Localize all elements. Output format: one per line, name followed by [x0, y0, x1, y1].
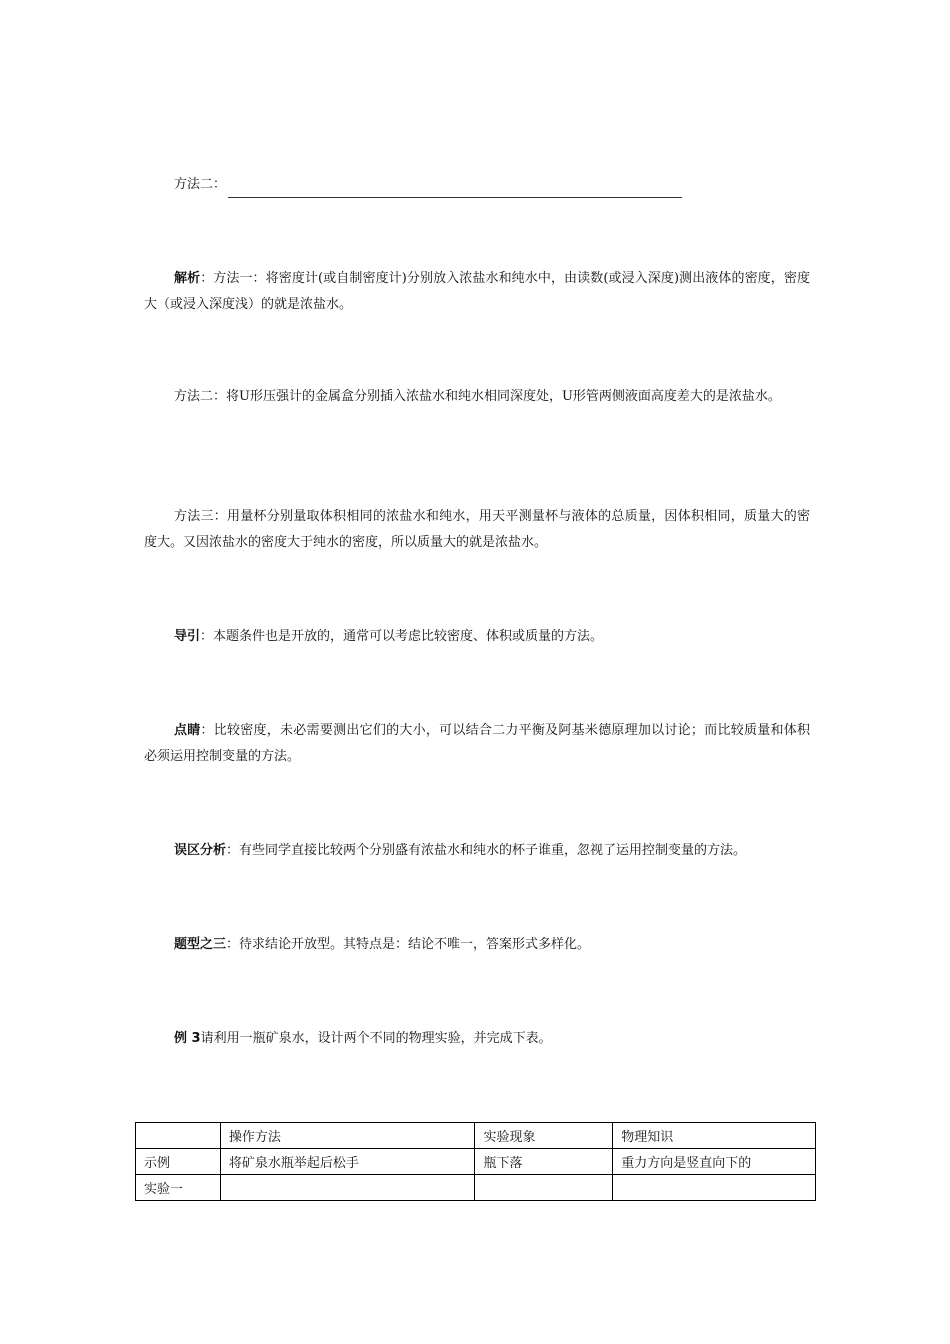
- misconception-paragraph: [144, 838, 810, 864]
- table-cell: 瓶下落: [475, 1149, 613, 1175]
- table-cell: 示例: [136, 1149, 221, 1175]
- key-point-paragraph: [144, 718, 810, 770]
- analysis-colon: ：: [200, 271, 214, 286]
- analysis-label: 解析: [174, 271, 201, 286]
- question-type-paragraph: [144, 932, 810, 958]
- misconception-text: 有些同学直接比较两个分别盛有浓盐水和纯水的杯子谁重，忽视了运用控制变量的方法。: [239, 843, 747, 858]
- table-cell: 将矿泉水瓶举起后松手: [220, 1149, 475, 1175]
- table-cell: [475, 1175, 613, 1201]
- question-type-text: 待求结论开放型。其特点是：结论不唯一，答案形式多样化。: [239, 937, 591, 952]
- method-two-paragraph: [144, 384, 810, 410]
- misconception-colon: ：: [226, 843, 240, 858]
- guide-paragraph: [144, 624, 810, 650]
- table-header-cell: [136, 1123, 221, 1149]
- guide-colon: ：: [200, 629, 214, 644]
- table-header-cell: 实验现象: [475, 1123, 613, 1149]
- analysis-text: 方法一：将密度计(或自制密度计)分别放入浓盐水和纯水中，由读数(或浸入深度)测出液体的密度，密度大（或浸入深度浅）的就是浓盐水。: [144, 271, 810, 312]
- example-paragraph: [144, 1026, 810, 1052]
- method-three-paragraph: [144, 504, 810, 556]
- table-cell: 实验一: [136, 1175, 221, 1201]
- table-cell: [220, 1175, 475, 1201]
- guide-label: 导引: [174, 629, 201, 644]
- method-two-prompt-label: 方法二：: [174, 177, 227, 192]
- question-type-colon: ：: [226, 937, 240, 952]
- question-type-label: 题型之三: [174, 937, 227, 952]
- guide-text: 本题条件也是开放的，通常可以考虑比较密度、体积或质量的方法。: [213, 629, 604, 644]
- key-point-text: 比较密度，未必需要测出它们的大小，可以结合二力平衡及阿基米德原理加以讨论；而比较质量和体积必须运用控制变量的方法。: [144, 723, 810, 764]
- table-header-row: [136, 1123, 816, 1149]
- table-header-cell: 物理知识: [613, 1123, 816, 1149]
- answer-blank-line: [228, 180, 682, 198]
- example-text: 请利用一瓶矿泉水，设计两个不同的物理实验，并完成下表。: [200, 1031, 552, 1046]
- table-cell: [613, 1175, 816, 1201]
- misconception-label: 误区分析: [174, 843, 227, 858]
- method-two-text: 方法二：将U形压强计的金属盒分别插入浓盐水和纯水相同深度处，U形管两侧液面高度差大的是浓盐水。: [174, 389, 781, 404]
- analysis-paragraph: [144, 266, 810, 318]
- key-point-label: 点睛: [174, 723, 201, 738]
- table-row: [136, 1175, 816, 1201]
- table-cell: 重力方向是竖直向下的: [613, 1149, 816, 1175]
- key-point-colon: ：: [200, 723, 214, 738]
- method-two-fill-blank: [144, 172, 810, 198]
- example-label: 例 3: [174, 1031, 201, 1046]
- experiment-table: [135, 1122, 816, 1201]
- table-header-cell: 操作方法: [220, 1123, 475, 1149]
- table-row: [136, 1149, 816, 1175]
- method-three-text: 方法三：用量杯分别量取体积相同的浓盐水和纯水，用天平测量杯与液体的总质量，因体积相同，质量大的密度大。又因浓盐水的密度大于纯水的密度，所以质量大的就是浓盐水。: [144, 509, 810, 550]
